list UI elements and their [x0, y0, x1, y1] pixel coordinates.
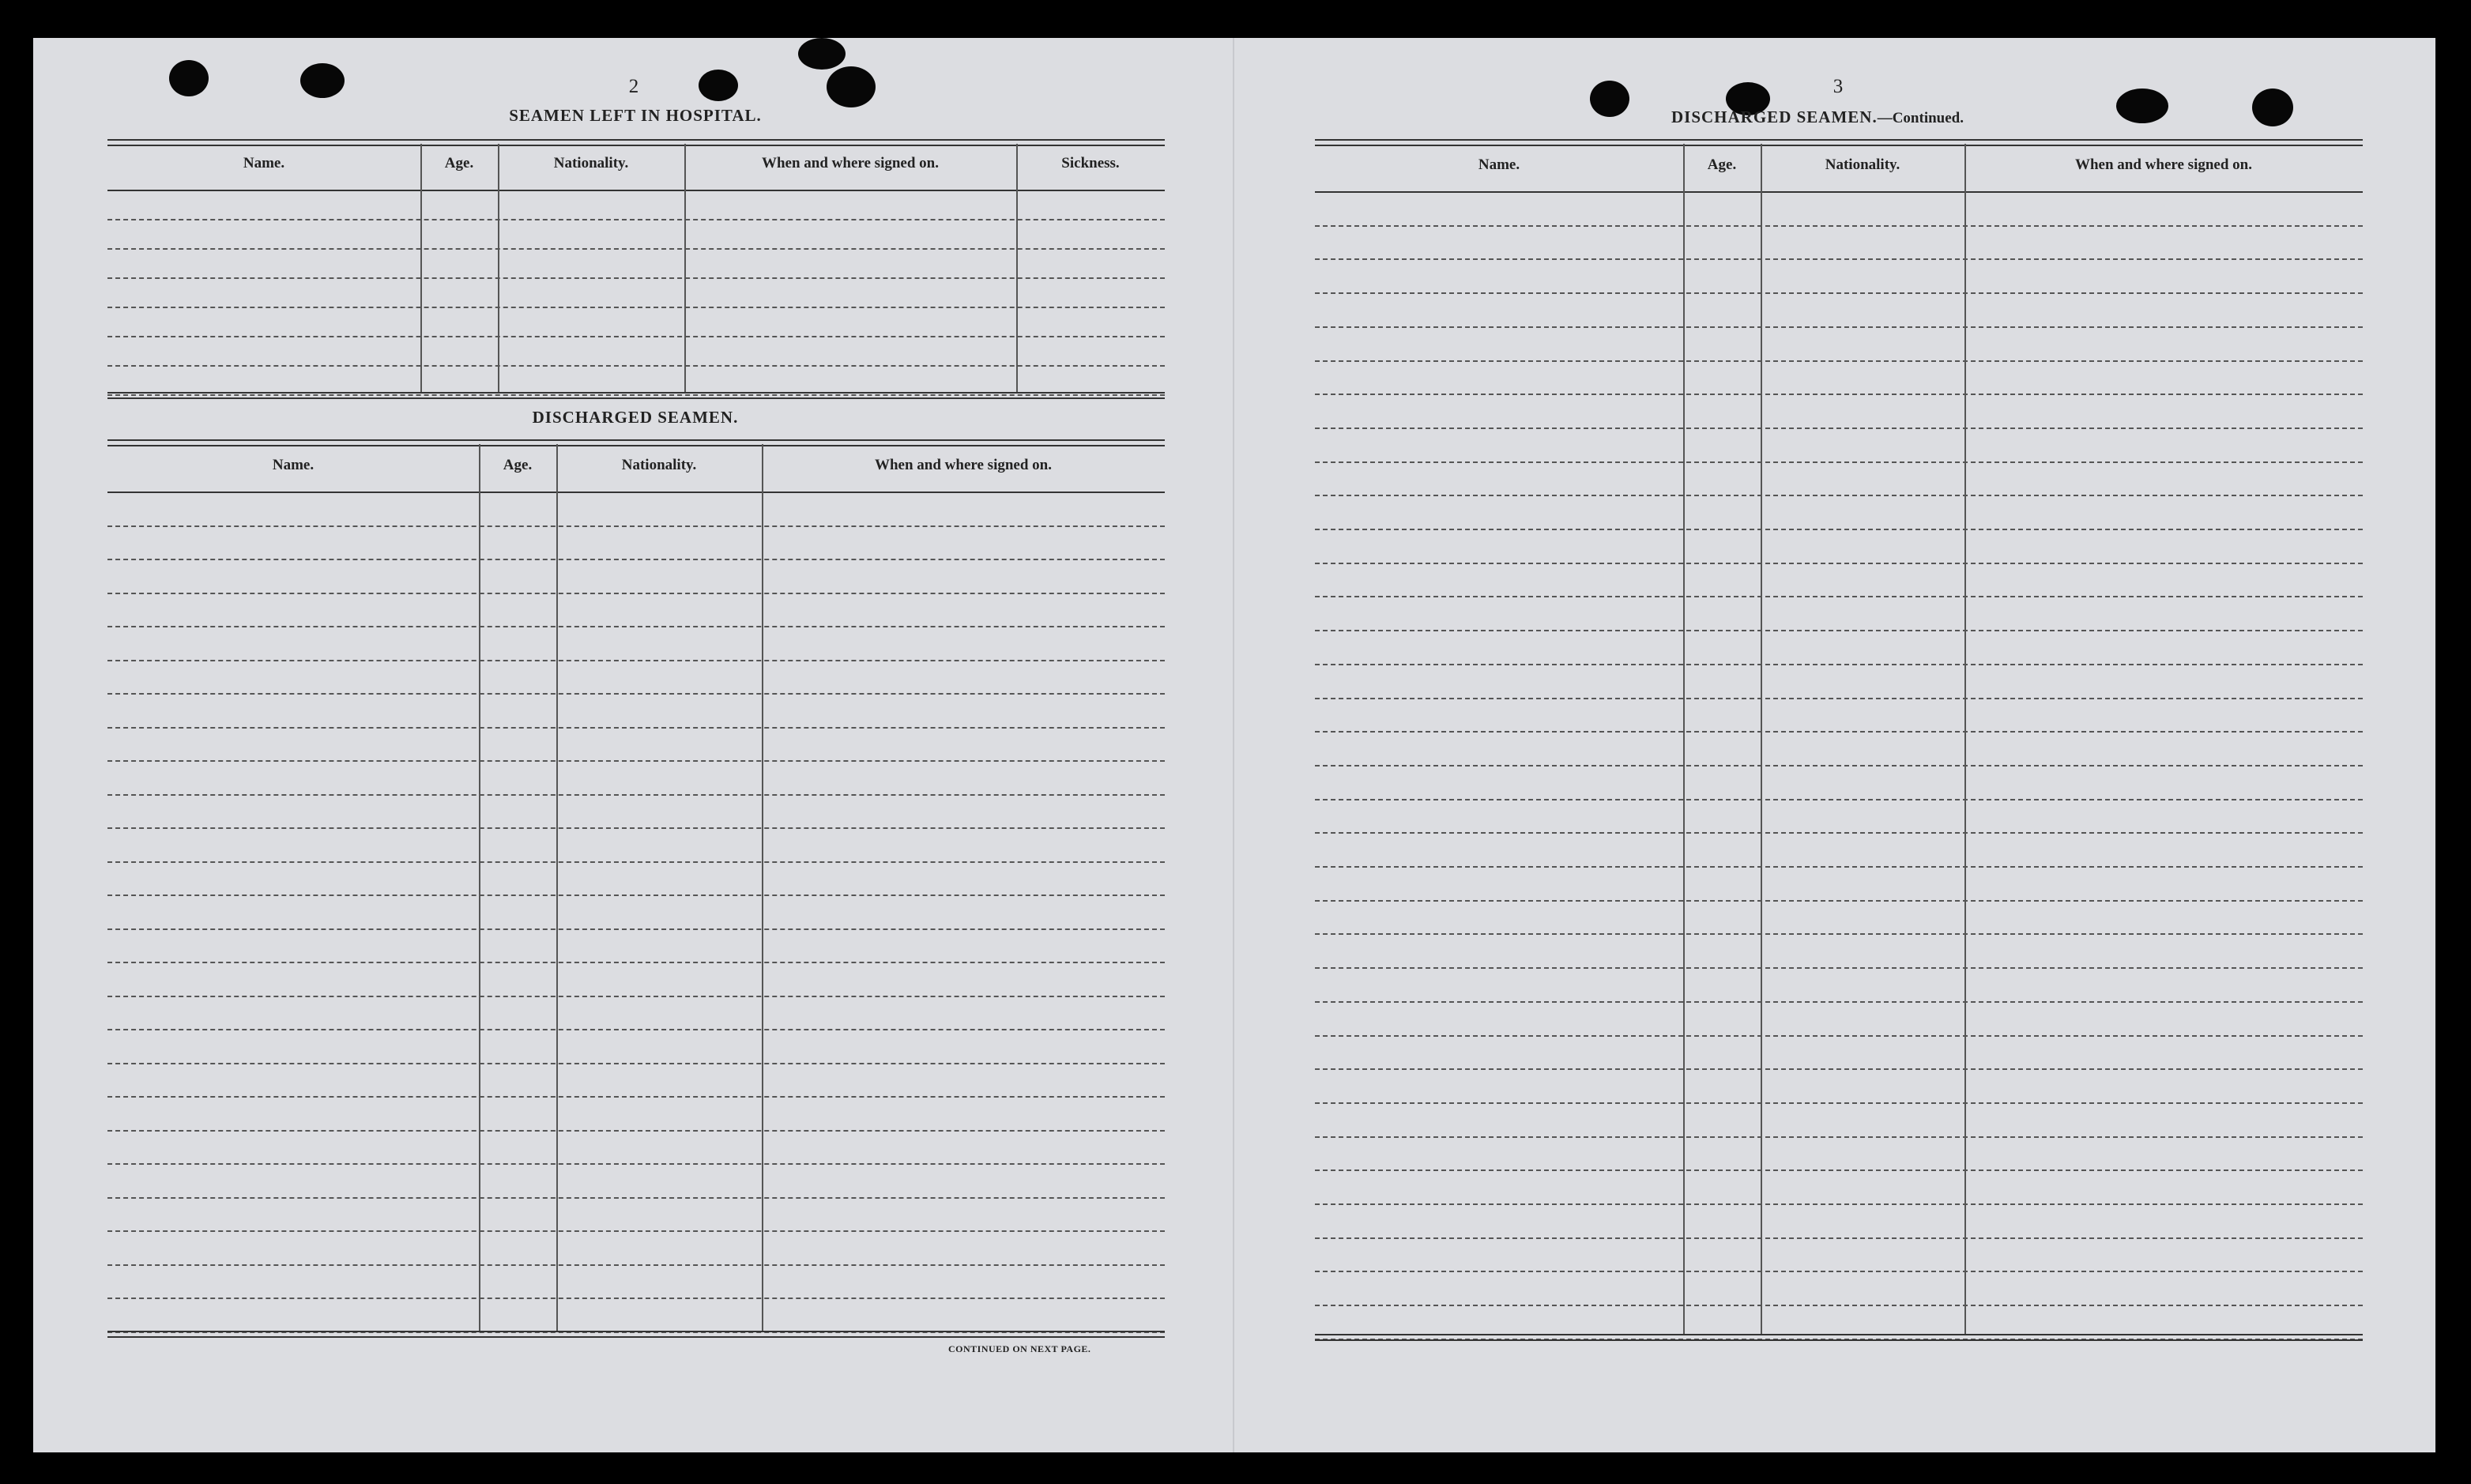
table-row — [1315, 630, 2363, 631]
table-row — [1315, 529, 2363, 530]
punch-hole — [699, 70, 738, 101]
table-row — [1315, 1035, 2363, 1037]
table-row — [1315, 1271, 2363, 1272]
table-row — [1315, 326, 2363, 328]
punch-hole — [827, 66, 876, 107]
table-row — [107, 1063, 1165, 1064]
col-head-nationality: Nationality. — [1825, 156, 1900, 173]
table-row — [1315, 1102, 2363, 1104]
table-row — [1315, 900, 2363, 902]
col-head-signed-on: When and where signed on. — [761, 155, 939, 171]
table-row — [1315, 1136, 2363, 1138]
table-row — [1315, 461, 2363, 463]
table-row — [107, 336, 1165, 337]
table-row — [107, 1130, 1165, 1132]
col-head-sickness: Sickness. — [1061, 155, 1120, 171]
table-row — [107, 760, 1165, 762]
table-row — [1315, 832, 2363, 834]
table-row — [1315, 1305, 2363, 1306]
table-row — [1315, 933, 2363, 935]
table-row — [1315, 563, 2363, 564]
table-row — [107, 895, 1165, 896]
table-row — [107, 861, 1165, 863]
table-row — [107, 626, 1165, 627]
table-row — [107, 1298, 1165, 1299]
table-row — [107, 1197, 1165, 1199]
table-row — [1315, 495, 2363, 496]
table-row — [1315, 967, 2363, 969]
col-head-signed-on: When and where signed on. — [874, 457, 1052, 473]
table-row — [1315, 731, 2363, 733]
table-row — [107, 794, 1165, 796]
col-head-nationality: Nationality. — [621, 457, 697, 473]
col-head-nationality: Nationality. — [553, 155, 629, 171]
punch-hole — [2252, 89, 2293, 126]
punch-hole — [169, 60, 209, 96]
table-row — [107, 928, 1165, 930]
table-row — [1315, 258, 2363, 260]
col-head-name: Name. — [1478, 156, 1520, 173]
section-title-discharged: DISCHARGED SEAMEN. — [532, 408, 739, 427]
table-row — [107, 996, 1165, 997]
table-row — [1315, 292, 2363, 294]
table-row — [107, 1163, 1165, 1165]
table-row — [107, 1096, 1165, 1098]
table-row — [107, 727, 1165, 729]
table-row — [1315, 866, 2363, 868]
table-row — [107, 307, 1165, 308]
table-row — [1315, 698, 2363, 699]
table-row — [1315, 1068, 2363, 1070]
table-row — [107, 660, 1165, 661]
punch-hole — [1590, 81, 1629, 117]
punch-hole — [798, 38, 846, 70]
table-row — [107, 559, 1165, 560]
table-row — [107, 525, 1165, 527]
table-row — [1315, 1169, 2363, 1171]
title-main: DISCHARGED SEAMEN. — [1671, 107, 1878, 126]
table-row — [107, 219, 1165, 220]
table-row — [1315, 225, 2363, 227]
table-row — [1315, 596, 2363, 597]
discharged-table — [107, 439, 1165, 1340]
table-row — [1315, 360, 2363, 362]
table-row — [1315, 664, 2363, 665]
punch-hole — [300, 63, 345, 98]
table-row — [107, 248, 1165, 250]
table-row — [1315, 427, 2363, 429]
page-number: 3 — [1833, 76, 1844, 97]
col-head-signed-on: When and where signed on. — [2074, 156, 2252, 173]
table-row — [107, 1029, 1165, 1030]
table-row — [1315, 394, 2363, 395]
page-fold — [1233, 38, 1234, 1452]
table-row — [107, 593, 1165, 594]
col-head-age: Age. — [444, 155, 474, 171]
table-row — [107, 277, 1165, 279]
section-title-hospital: SEAMEN LEFT IN HOSPITAL. — [509, 106, 762, 125]
table-row — [107, 1230, 1165, 1232]
table-row — [107, 365, 1165, 367]
table-row — [1315, 1001, 2363, 1003]
page-number: 2 — [628, 76, 639, 97]
continued-note: CONTINUED ON NEXT PAGE. — [948, 1343, 1091, 1354]
hospital-table — [107, 139, 1165, 395]
table-row — [1315, 1237, 2363, 1239]
punch-hole — [2116, 89, 2168, 123]
table-row — [107, 1264, 1165, 1266]
title-suffix: —Continued. — [1877, 110, 1964, 126]
table-row — [107, 962, 1165, 963]
table-row — [107, 693, 1165, 695]
col-head-age: Age. — [1707, 156, 1737, 173]
table-row — [107, 827, 1165, 829]
table-row — [1315, 765, 2363, 766]
col-head-name: Name. — [243, 155, 285, 171]
table-row — [1315, 1203, 2363, 1205]
discharged-continued-table — [1315, 139, 2363, 1340]
col-head-age: Age. — [503, 457, 533, 473]
table-row — [1315, 799, 2363, 800]
col-head-name: Name. — [272, 457, 315, 473]
section-title-discharged-continued — [1628, 107, 2007, 127]
